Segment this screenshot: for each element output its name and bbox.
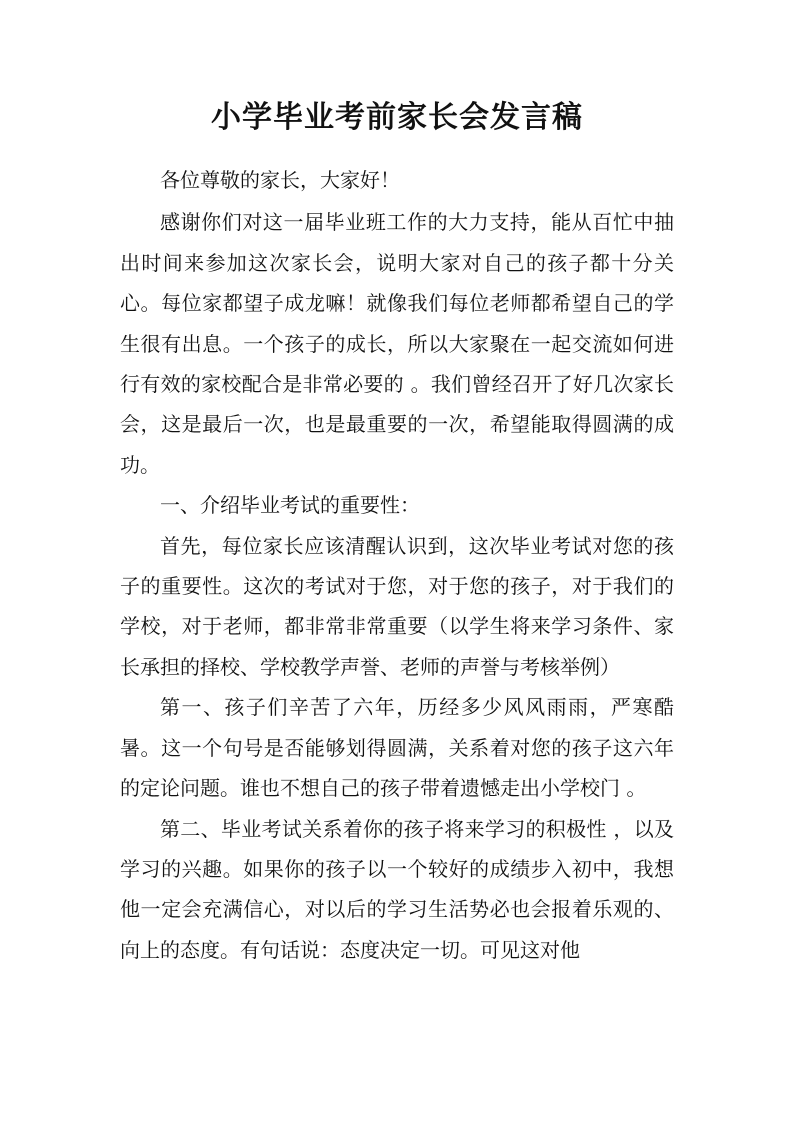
intro-paragraph: 感谢你们对这一届毕业班工作的大力支持，能从百忙中抽出时间来参加这次家长会，说明大家对自己的孩子都十分关心。每位家都望子成龙嘛！就像我们每位老师都希望自己的学生很有出息。一个孩子的成长，所以大家聚在一起交流如何进行有效的家校配合是非常必要的 。我们曾经召开了好几次家长会，这是最后一次，也是最重要的一次，希望能取得圆满的成功。 xyxy=(120,210,674,477)
reason-two-paragraph: 第二、毕业考试关系着你的孩子将来学习的积极性 ，以及学习的兴趣。如果你的孩子以一个较好的成绩步入初中，我想他一定会充满信心，对以后的学习生活势必也会报着乐观的、向上的态度。有句话说：态度决定一切。可见这对他 xyxy=(120,816,674,962)
reason-one-paragraph: 第一、孩子们辛苦了六年，历经多少风风雨雨，严寒酷暑。这一个句号是否能够划得圆满，关系着对您的孩子这六年的定论问题。谁也不想自己的孩子带着遗憾走出小学校门 。 xyxy=(120,695,674,801)
section-heading-importance: 一、介绍毕业考试的重要性： xyxy=(160,493,420,518)
first-point-paragraph: 首先，每位家长应该清醒认识到，这次毕业考试对您的孩子的重要性。这次的考试对于您，对于您的孩子，对于我们的学校，对于老师，都非常非常重要（以学生将来学习条件、家长承担的择校、学校教学声誉、老师的声誉与考核举例） xyxy=(120,533,674,679)
document-title: 小学毕业考前家长会发言稿 xyxy=(211,100,583,135)
greeting-paragraph: 各位尊敬的家长，大家好！ xyxy=(160,168,400,192)
